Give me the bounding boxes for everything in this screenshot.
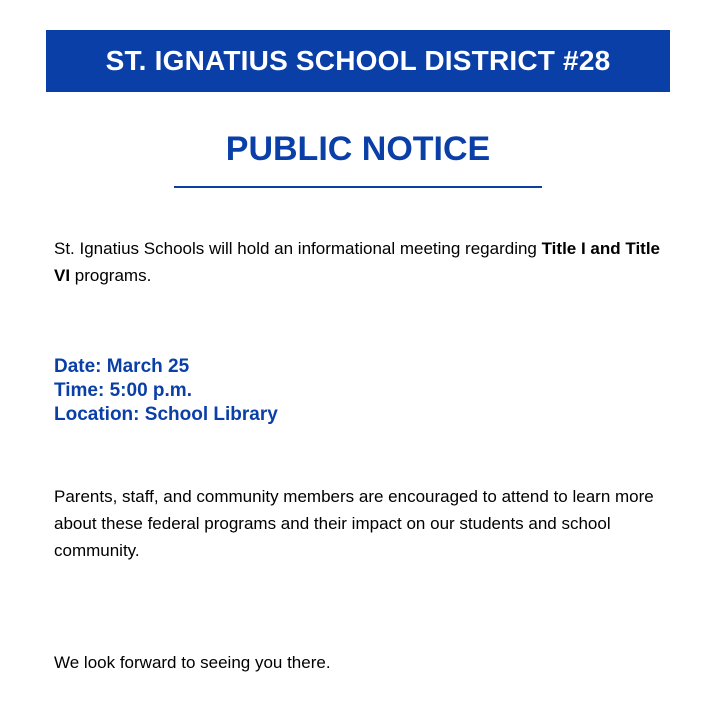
- page-title: PUBLIC NOTICE: [225, 130, 491, 168]
- district-title: ST. IGNATIUS SCHOOL DISTRICT #28: [105, 45, 611, 76]
- intro-paragraph: [54, 235, 674, 289]
- header-banner: [46, 30, 670, 92]
- meeting-date: Date: March 25: [54, 356, 190, 377]
- title-underline: [174, 186, 542, 188]
- meeting-details: [54, 355, 278, 427]
- intro-tail: programs.: [70, 266, 152, 285]
- closing-line: We look forward to seeing you there.: [54, 653, 331, 672]
- intro-lead: St. Ignatius Schools will hold an informational meeting regarding: [54, 239, 542, 258]
- meeting-location: Location: School Library: [54, 404, 278, 425]
- meeting-time: Time: 5:00 p.m.: [54, 380, 192, 401]
- encouragement-paragraph: Parents, staff, and community members are encouraged to attend to learn more about these federal programs and their impact on our students and school community.: [54, 487, 654, 560]
- intro-programs: Title I and Title VI: [54, 239, 661, 285]
